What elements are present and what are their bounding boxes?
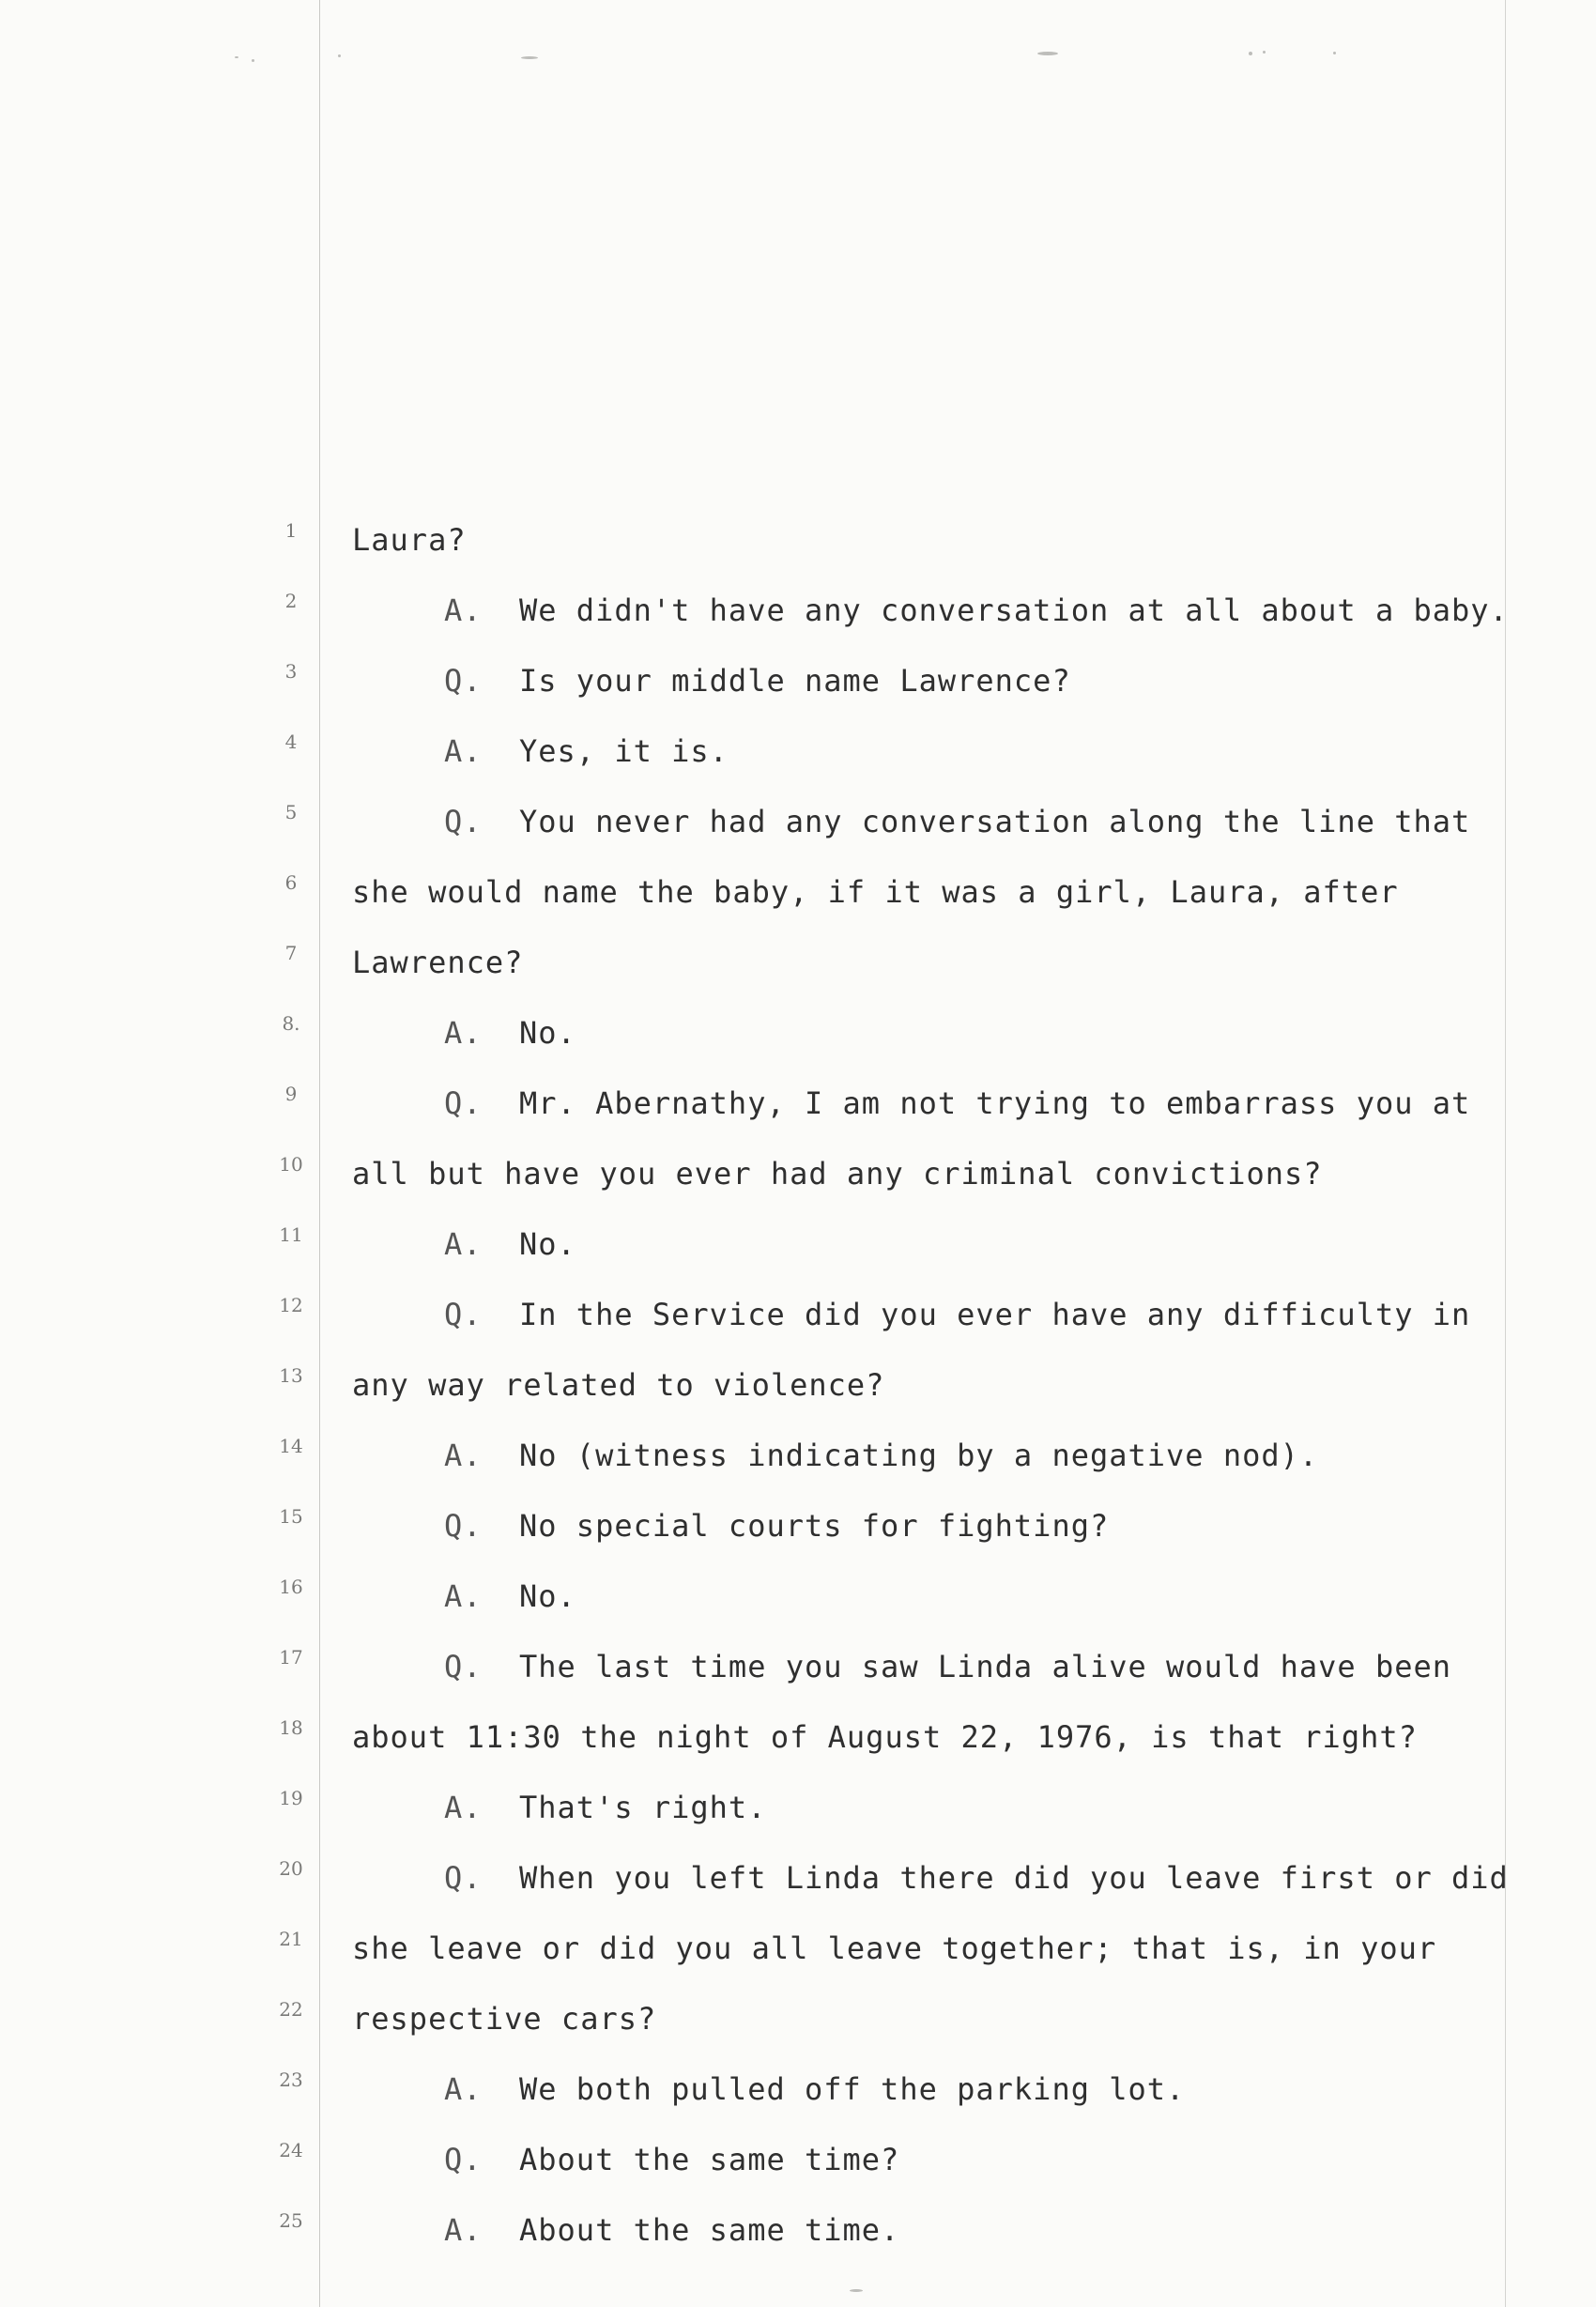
line-text: No. — [519, 1226, 576, 1262]
line-number: 16 — [279, 1576, 303, 1598]
line-number: 18 — [279, 1716, 303, 1739]
line-text: Mr. Abernathy, I am not trying to embarrass you at — [519, 1085, 1471, 1121]
line-number: 15 — [279, 1505, 303, 1528]
line-number: 12 — [279, 1294, 303, 1316]
line-text: she would name the baby, if it was a girl, Laura, after — [352, 874, 1399, 910]
transcript-line — [444, 2212, 899, 2248]
line-text: No special courts for fighting? — [519, 1508, 1110, 1544]
speaker-label: A. — [444, 2212, 483, 2248]
line-text: We didn't have any conversation at all about a baby. — [519, 592, 1509, 628]
line-number: 17 — [279, 1646, 303, 1669]
line-text: all but have you ever had any criminal convictions? — [352, 1156, 1323, 1192]
line-text: The last time you saw Linda alive would have been — [519, 1649, 1452, 1684]
transcript-line — [444, 733, 729, 769]
speaker-label: A. — [444, 1015, 483, 1051]
transcript-line — [444, 1015, 576, 1051]
transcript-line — [352, 2001, 656, 2037]
line-text: Yes, it is. — [519, 733, 729, 769]
speaker-label: Q. — [444, 1649, 483, 1684]
transcript-line — [444, 2142, 899, 2177]
line-number: 2 — [284, 590, 298, 612]
speaker-label: A. — [444, 733, 483, 769]
speaker-label: Q. — [444, 663, 483, 699]
transcript-line — [352, 1156, 1323, 1192]
line-text: any way related to violence? — [352, 1367, 885, 1403]
transcript-line — [352, 874, 1399, 910]
speaker-label: A. — [444, 2071, 483, 2107]
line-number: 6 — [284, 871, 298, 894]
line-number: 7 — [284, 942, 298, 964]
line-text: Lawrence? — [352, 945, 524, 980]
line-number: 4 — [284, 731, 298, 753]
speaker-label: A. — [444, 1226, 483, 1262]
line-text: That's right. — [519, 1790, 767, 1825]
line-number: 14 — [279, 1435, 303, 1457]
line-text: You never had any conversation along the line that — [519, 804, 1471, 839]
line-number: 1 — [284, 519, 298, 542]
line-number: 13 — [279, 1364, 303, 1387]
transcript-line — [444, 663, 1071, 699]
line-number: 11 — [279, 1223, 303, 1246]
line-text: about 11:30 the night of August 22, 1976, is that right? — [352, 1719, 1418, 1755]
transcript-line — [444, 1085, 1470, 1121]
speaker-label: Q. — [444, 1297, 483, 1332]
speaker-label: Q. — [444, 1508, 483, 1544]
line-number: 10 — [279, 1153, 303, 1176]
line-text: We both pulled off the parking lot. — [519, 2071, 1186, 2107]
line-number: 22 — [279, 1998, 303, 2021]
line-number: 19 — [279, 1787, 303, 1809]
line-text: Laura? — [352, 522, 467, 558]
transcript-line — [444, 592, 1509, 628]
transcript-line — [444, 804, 1470, 839]
speaker-label: A. — [444, 1438, 483, 1473]
line-number: 9 — [284, 1083, 298, 1105]
speaker-label: A. — [444, 1578, 483, 1614]
transcript-line — [352, 522, 467, 558]
line-text: In the Service did you ever have any difficulty in — [519, 1297, 1471, 1332]
line-text: No. — [519, 1015, 576, 1051]
transcript-line — [444, 2071, 1185, 2107]
line-number: 21 — [279, 1928, 303, 1950]
transcript-line — [444, 1860, 1509, 1896]
transcript-line — [352, 945, 523, 980]
line-text: Is your middle name Lawrence? — [519, 663, 1071, 699]
speaker-label: Q. — [444, 2142, 483, 2177]
line-number: 20 — [279, 1857, 303, 1880]
transcript-line — [444, 1438, 1318, 1473]
speaker-label: Q. — [444, 1085, 483, 1121]
transcript-line — [352, 1930, 1436, 1966]
transcript-line — [444, 1578, 576, 1614]
line-text: she leave or did you all leave together; that is, in your — [352, 1930, 1437, 1966]
line-text: No. — [519, 1578, 576, 1614]
line-number: 23 — [279, 2069, 303, 2091]
line-number: 3 — [284, 660, 298, 683]
transcript-line — [352, 1719, 1418, 1755]
line-number: 8. — [282, 1012, 300, 1035]
line-number: 25 — [279, 2209, 303, 2232]
speaker-label: A. — [444, 1790, 483, 1825]
line-text: When you left Linda there did you leave first or did — [519, 1860, 1509, 1896]
transcript-line — [444, 1226, 576, 1262]
line-text: About the same time. — [519, 2212, 900, 2248]
line-text: About the same time? — [519, 2142, 900, 2177]
line-text: No (witness indicating by a negative nod). — [519, 1438, 1319, 1473]
transcript-line — [444, 1297, 1470, 1332]
transcript-line — [444, 1508, 1109, 1544]
line-text: respective cars? — [352, 2001, 657, 2037]
transcript-line — [352, 1367, 884, 1403]
transcript-line — [444, 1790, 766, 1825]
speaker-label: Q. — [444, 804, 483, 839]
transcript-line — [444, 1649, 1451, 1684]
line-number: 24 — [279, 2139, 303, 2161]
line-number: 5 — [284, 801, 298, 823]
speaker-label: Q. — [444, 1860, 483, 1896]
speaker-label: A. — [444, 592, 483, 628]
